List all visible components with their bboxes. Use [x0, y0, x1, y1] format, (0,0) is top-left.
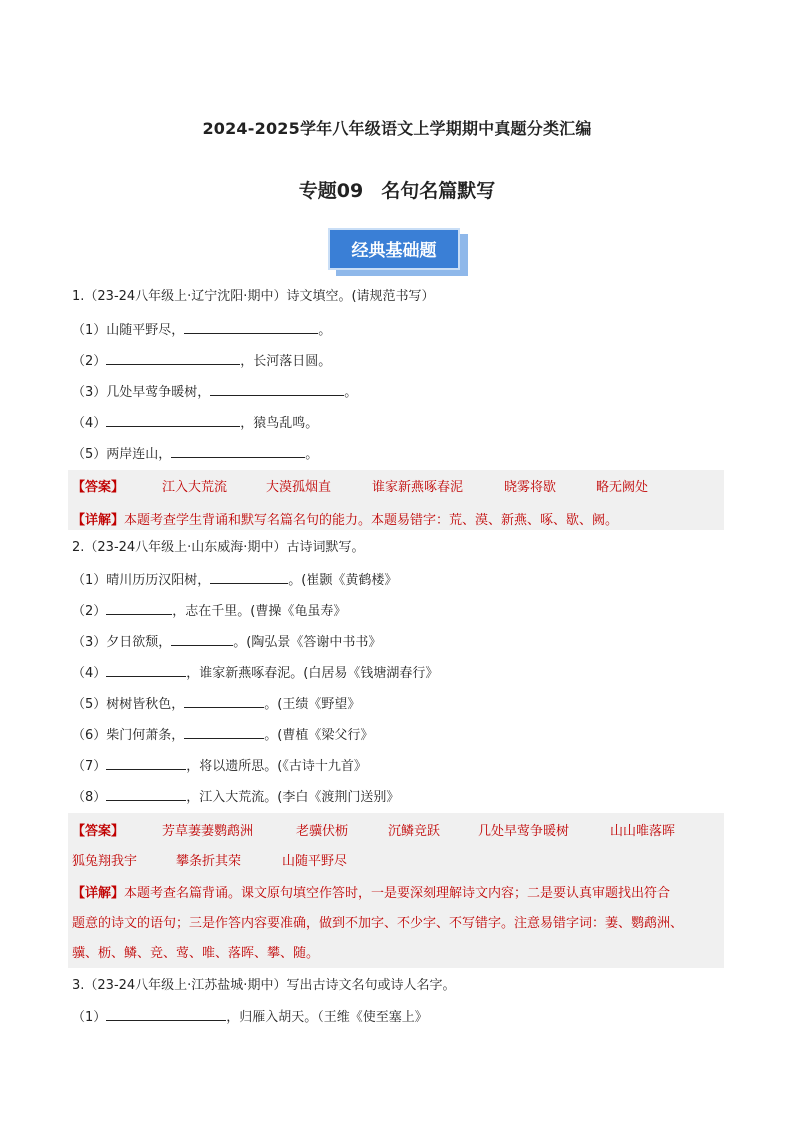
answer-blank[interactable]: [184, 726, 264, 739]
answer-item: 狐兔翔我宇: [72, 854, 138, 869]
q3-item-1: （1） ，归雁入胡天。（王维《使至塞上》: [72, 1010, 428, 1025]
answer-item: 几处早莺争暖树: [478, 824, 570, 839]
q2-item-8: （8） ，江入大荒流。(李白《渡荆门送别》: [72, 790, 400, 805]
section-badge: [328, 228, 468, 276]
q1-item-3: （3）几处早莺争暖树， 。: [72, 385, 358, 400]
answer-item: 江入大荒流: [162, 480, 228, 495]
q2-answer-box: [68, 813, 724, 968]
q2-item-2: （2） ，志在千里。(曹操《龟虽寿》: [72, 604, 347, 619]
answer-item: 攀条折其荣: [176, 854, 242, 869]
q1-answer-box: [68, 470, 724, 530]
q1-item-5: （5）两岸连山， 。: [72, 447, 319, 462]
answer-item: 沉鳞竞跃: [388, 824, 441, 839]
answer-item: 芳草萋萋鹦鹉洲: [162, 824, 254, 839]
answer-item: 山山唯落晖: [610, 824, 676, 839]
answer-blank[interactable]: [106, 1008, 226, 1021]
answer-item: 谁家新燕啄春泥: [372, 480, 464, 495]
answer-item: 晓雾将歇: [504, 480, 557, 495]
q2-item-3: （3）夕日欲颓， 。(陶弘景《答谢中书书》: [72, 635, 382, 650]
q2-stem: 2.（23-24八年级上·山东威海·期中）古诗词默写。: [72, 540, 365, 555]
topic-name: 名句名篇默写: [381, 180, 496, 202]
answer-item: 山随平野尽: [282, 854, 348, 869]
answer-item: 大漠孤烟直: [266, 480, 332, 495]
q1-stem: 1.（23-24八年级上·辽宁沈阳·期中）诗文填空。(请规范书写）: [72, 289, 435, 304]
answer-blank[interactable]: [106, 352, 240, 365]
answer-blank[interactable]: [171, 445, 305, 458]
topic-number: 专题09: [298, 180, 364, 202]
q2-item-4: （4） ，谁家新燕啄春泥。(白居易《钱塘湖春行》: [72, 666, 439, 681]
answer-blank[interactable]: [171, 633, 233, 646]
q2-item-1: （1）晴川历历汉阳树， 。(崔颢《黄鹤楼》: [72, 573, 398, 588]
answer-blank[interactable]: [106, 664, 186, 677]
document-title: 2024-2025学年八年级语文上学期期中真题分类汇编: [202, 119, 592, 138]
q3-stem: 3.（23-24八年级上·江苏盐城·期中）写出古诗文名句或诗人名字。: [72, 978, 456, 993]
q1-item-1: （1）山随平野尽， 。: [72, 323, 332, 338]
answer-label: 【答案】: [72, 480, 125, 495]
q2-item-6: （6）柴门何萧条， 。(曹植《梁父行》: [72, 728, 374, 743]
q1-item-2: （2） ，长河落日圆。: [72, 354, 332, 369]
answer-blank[interactable]: [106, 414, 240, 427]
answer-blank[interactable]: [184, 695, 264, 708]
detail: 【详解】本题考查名篇背诵。课文原句填空作答时，一是要深刻理解诗文内容；二是要认真审题找出符合 题意的诗文的语句；三是作答内容要准确，做到不加字、不少字、不写错字。注意易错字词：萋、鹦鹉洲、 骥、枥、鳞、竞、莺、唯、落晖、攀、随。: [72, 886, 684, 961]
answer-blank[interactable]: [106, 602, 172, 615]
q1-item-4: （4） ，猿鸟乱鸣。: [72, 416, 319, 431]
answer-blank[interactable]: [106, 788, 186, 801]
detail: 【详解】本题考查学生背诵和默写名篇名句的能力。本题易错字：荒、漠、新燕、啄、歇、阙。: [72, 513, 619, 528]
section-badge-label: 经典基础题: [328, 228, 460, 270]
q2-item-7: （7） ，将以遗所思。(《古诗十九首》: [72, 759, 367, 774]
answer-blank[interactable]: [184, 321, 318, 334]
answer-item: 老骥伏枥: [296, 824, 349, 839]
answer-label: 【答案】: [72, 824, 125, 839]
answer-blank[interactable]: [210, 383, 344, 396]
answer-item: 略无阙处: [596, 480, 649, 495]
answer-blank[interactable]: [106, 757, 186, 770]
topic-title: [0, 176, 794, 203]
answer-blank[interactable]: [210, 571, 288, 584]
q2-item-5: （5）树树皆秋色， 。(王绩《野望》: [72, 697, 361, 712]
